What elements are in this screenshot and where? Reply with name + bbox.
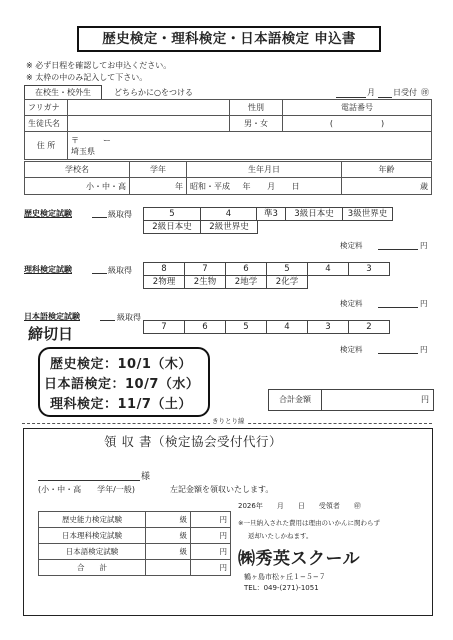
birth-year: 年 bbox=[242, 181, 251, 191]
receipt-total-yen[interactable]: 円 bbox=[191, 560, 231, 576]
japanese-level-option[interactable]: 3 bbox=[307, 320, 349, 334]
gender-label: 性別 bbox=[230, 100, 283, 116]
science-level-option[interactable]: 2化学 bbox=[266, 275, 308, 289]
receipt-month-label: 月 bbox=[367, 88, 375, 97]
school-types[interactable]: 小・中・高 bbox=[25, 178, 130, 195]
receipt-row-yen[interactable]: 円 bbox=[191, 512, 231, 528]
applicant-form bbox=[24, 99, 432, 160]
birth-month: 月 bbox=[267, 181, 276, 191]
japanese-fee-line[interactable] bbox=[378, 353, 418, 354]
total-label: 合計金額 bbox=[269, 390, 322, 410]
receipt-row-name: 日本理科検定試験 bbox=[39, 528, 146, 544]
refund-note-2: 返却いたしかねます。 bbox=[248, 532, 313, 540]
history-level-option[interactable]: 3級日本史 bbox=[285, 207, 343, 221]
japanese-level-option[interactable]: 6 bbox=[184, 320, 226, 334]
grade-unit[interactable]: 年 bbox=[130, 178, 187, 195]
receipt-table bbox=[38, 511, 231, 576]
receipt-row-name: 歴史能力検定試験 bbox=[39, 512, 146, 528]
history-fee-label: 検定料 bbox=[340, 241, 363, 250]
receipt-title: 領 収 書（検定協会受付代行） bbox=[104, 434, 282, 449]
receipt-total-kyu bbox=[146, 560, 191, 576]
japanese-level-line[interactable] bbox=[100, 320, 115, 321]
page-title: 歴史検定・理科検定・日本語検定 申込書 bbox=[77, 26, 381, 52]
school-type-instruction: どちらかに○をつける bbox=[114, 88, 193, 97]
prefecture: 埼玉県 bbox=[71, 146, 95, 156]
receipt-day-line[interactable] bbox=[378, 97, 392, 98]
receipt-row-yen[interactable]: 円 bbox=[191, 528, 231, 544]
refund-note-1: ※一旦納入された費用は理由のいかんに関わらず bbox=[238, 519, 380, 527]
total-yen: 円 bbox=[421, 395, 429, 404]
science-level-option[interactable]: 6 bbox=[225, 262, 267, 276]
receipt-row-kyu[interactable]: 級 bbox=[146, 528, 191, 544]
history-level-line[interactable] bbox=[92, 217, 107, 218]
science-fee-yen: 円 bbox=[420, 299, 428, 308]
company-name: ㈱秀英スクール bbox=[238, 549, 361, 569]
receipt-row-name: 日本語検定試験 bbox=[39, 544, 146, 560]
history-label: 歴史検定試験 bbox=[24, 209, 72, 218]
note-1: ※ 必ず日程を確認してお申込ください。 bbox=[26, 61, 172, 70]
name-input[interactable] bbox=[68, 116, 230, 132]
science-level-option[interactable]: 7 bbox=[184, 262, 226, 276]
company-tel: TEL：049-(271)-1051 bbox=[244, 584, 319, 592]
japanese-label: 日本語検定試験 bbox=[24, 312, 80, 321]
postal-mark: 〒 ー bbox=[71, 135, 111, 145]
birth-input[interactable] bbox=[187, 178, 342, 195]
birth-day: 日 bbox=[291, 181, 300, 191]
receipt-row-yen[interactable]: 円 bbox=[191, 544, 231, 560]
deadline-box bbox=[38, 347, 210, 417]
phone-input[interactable]: ( ) bbox=[283, 116, 432, 132]
receipt-seal: ㊞ bbox=[421, 88, 429, 97]
receipt-name-line[interactable] bbox=[38, 480, 140, 481]
school-label: 学校名 bbox=[25, 162, 130, 178]
school-type-box[interactable]: 在校生・校外生 bbox=[24, 85, 102, 100]
history-level-option[interactable]: 3級世界史 bbox=[342, 207, 393, 221]
japanese-level-option[interactable]: 5 bbox=[225, 320, 267, 334]
furigana-label: フリガナ bbox=[25, 100, 68, 116]
address-label: 住 所 bbox=[25, 132, 68, 160]
science-label: 理科検定試験 bbox=[24, 265, 72, 274]
receipt-school-line: (小・中・高 学年/一般) bbox=[38, 485, 135, 494]
history-fee-yen: 円 bbox=[420, 241, 428, 250]
note-2: ※ 太枠の中のみ記入して下さい。 bbox=[26, 73, 148, 82]
receipt-row-kyu[interactable]: 級 bbox=[146, 544, 191, 560]
science-level-option[interactable]: 5 bbox=[266, 262, 308, 276]
receipt-total-name: 合 計 bbox=[39, 560, 146, 576]
cut-label: きりとり線 bbox=[212, 417, 245, 425]
phone-label: 電話番号 bbox=[283, 100, 432, 116]
deadline-heading: 締切日 bbox=[28, 325, 74, 343]
receipt-sama: 様 bbox=[141, 472, 151, 482]
total-box[interactable] bbox=[268, 389, 434, 411]
deadline-japanese: 日本語検定：10/7（水） bbox=[44, 377, 200, 392]
deadline-science: 理科検定：11/7（土） bbox=[50, 397, 192, 412]
science-level-option[interactable]: 2地学 bbox=[225, 275, 267, 289]
history-level-option[interactable]: 5 bbox=[143, 207, 201, 221]
science-level-option[interactable]: 2生物 bbox=[184, 275, 226, 289]
science-level-option[interactable]: 3 bbox=[348, 262, 390, 276]
school-birth-table bbox=[24, 161, 432, 195]
receipt-row-kyu[interactable]: 級 bbox=[146, 512, 191, 528]
science-fee-label: 検定料 bbox=[340, 299, 363, 308]
gender-options[interactable]: 男・女 bbox=[230, 116, 283, 132]
receipt-date-line: 2026年 月 日 受領者 ㊞ bbox=[238, 502, 361, 510]
age-label: 年齢 bbox=[342, 162, 432, 178]
furigana-input[interactable] bbox=[68, 100, 230, 116]
science-level-option[interactable]: 2物理 bbox=[143, 275, 185, 289]
deadline-history: 歴史検定：10/1（木） bbox=[50, 357, 192, 372]
history-level-label: 級取得 bbox=[108, 210, 132, 219]
science-level-option[interactable]: 4 bbox=[307, 262, 349, 276]
science-level-option[interactable]: 8 bbox=[143, 262, 185, 276]
japanese-fee-label: 検定料 bbox=[340, 345, 363, 354]
history-fee-line[interactable] bbox=[378, 249, 418, 250]
japanese-level-option[interactable]: 4 bbox=[266, 320, 308, 334]
receipt-day-label: 日受付 bbox=[393, 88, 417, 97]
japanese-fee-yen: 円 bbox=[420, 345, 428, 354]
name-label: 生徒氏名 bbox=[25, 116, 68, 132]
address-input[interactable] bbox=[68, 132, 432, 160]
history-level-option[interactable]: 2級日本史 bbox=[143, 220, 201, 234]
japanese-level-option[interactable]: 2 bbox=[348, 320, 390, 334]
history-level-option[interactable]: 準3 bbox=[256, 207, 286, 221]
birth-label: 生年月日 bbox=[187, 162, 342, 178]
science-fee-line[interactable] bbox=[378, 307, 418, 308]
grade-label: 学年 bbox=[130, 162, 187, 178]
science-level-line[interactable] bbox=[92, 273, 107, 274]
japanese-level-option[interactable]: 7 bbox=[143, 320, 185, 334]
history-level-option[interactable]: 4 bbox=[200, 207, 257, 221]
receipt-month-line[interactable] bbox=[336, 97, 366, 98]
science-level-label: 級取得 bbox=[108, 266, 132, 275]
eras: 昭和・平成 bbox=[190, 181, 230, 191]
company-address: 鶴ヶ島市松ヶ丘１−５−７ bbox=[244, 573, 326, 581]
receipt-received-text: 左記金額を領収いたします。 bbox=[170, 485, 274, 494]
age-unit[interactable]: 歳 bbox=[342, 178, 432, 195]
history-level-option[interactable]: 2級世界史 bbox=[200, 220, 258, 234]
japanese-level-label: 級取得 bbox=[117, 313, 141, 322]
